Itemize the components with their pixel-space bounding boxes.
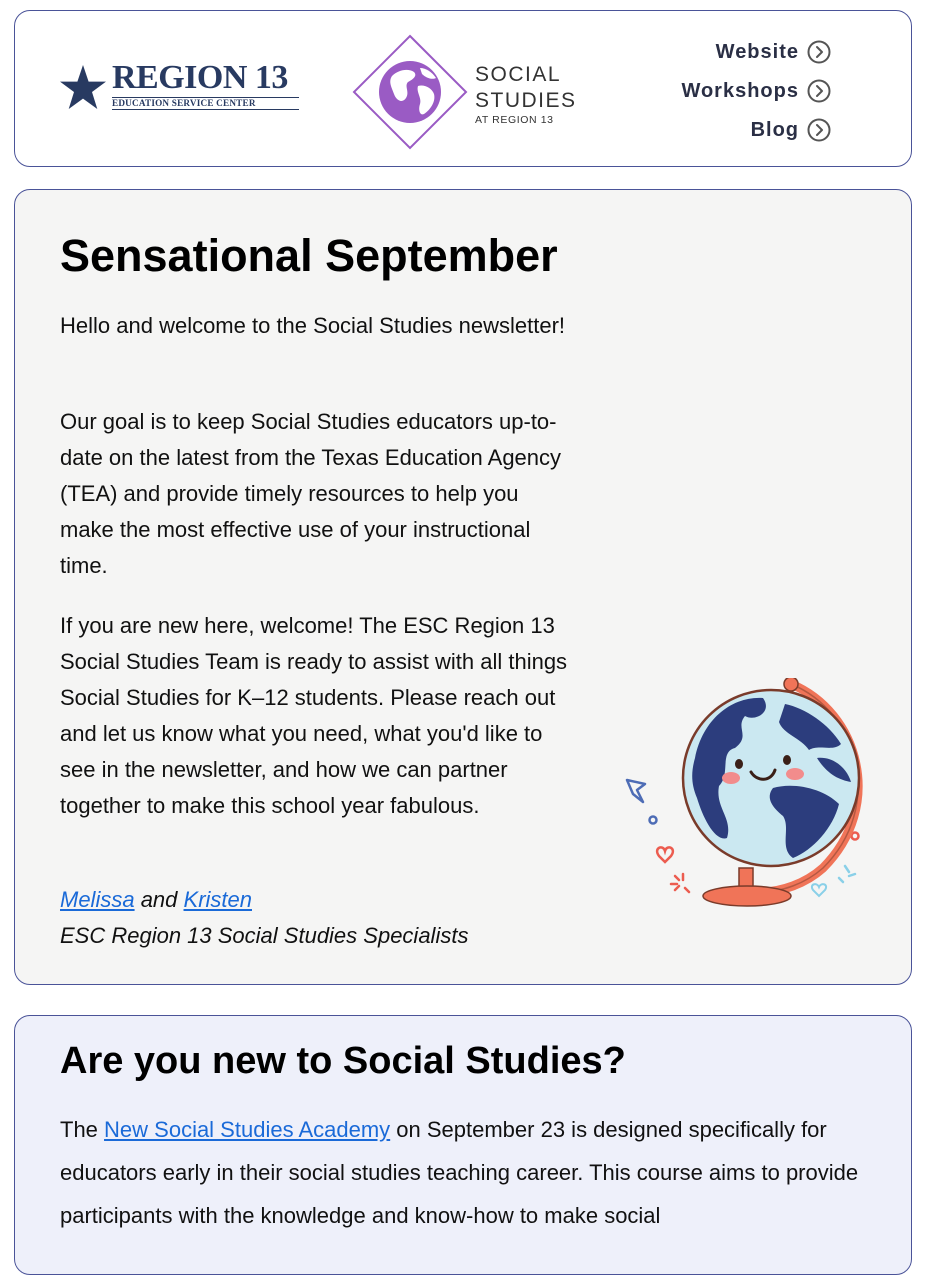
header-card <box>14 10 912 167</box>
star-icon <box>59 65 107 111</box>
intro-card <box>14 189 912 985</box>
chevron-right-circle-icon <box>807 40 831 64</box>
nav-workshops-link[interactable] <box>681 79 831 103</box>
chevron-right-circle-icon <box>807 118 831 142</box>
nav-blog-link[interactable] <box>751 118 831 142</box>
chevron-right-circle-icon <box>807 79 831 103</box>
new-section-text-after: on September 23 is designed specifically for educators early in their social studies teaching career. This course aims to provide participants with the knowledge and know-how to make social <box>60 1117 859 1228</box>
melissa-link[interactable]: Melissa <box>60 887 135 912</box>
new-social-studies-academy-link[interactable]: New Social Studies Academy <box>104 1117 391 1142</box>
kristen-link[interactable]: Kristen <box>183 887 252 912</box>
globe-logo-icon <box>352 34 472 150</box>
region13-logo[interactable] <box>59 59 304 113</box>
signature-and: and <box>134 887 184 912</box>
intro-paragraph-2: Our goal is to keep Social Studies educators up-to-date on the latest from the Texas Education Agency (TEA) and provide timely resources to help you make the most effective use of your instructional time. <box>60 409 562 578</box>
ss-logo-line2: STUDIES <box>475 89 577 112</box>
new-section-paragraph <box>60 1108 880 1237</box>
ss-logo-line3: AT REGION 13 <box>475 114 554 126</box>
new-section-title: Are you new to Social Studies? <box>60 1040 626 1082</box>
nav-website-link[interactable] <box>716 40 831 64</box>
intro-paragraph-1: Hello and welcome to the Social Studies newsletter! <box>60 313 566 338</box>
intro-title: Sensational September <box>60 230 558 281</box>
new-to-social-studies-card <box>14 1015 912 1275</box>
signature-role: ESC Region 13 Social Studies Specialists <box>60 923 469 948</box>
nav-blog-label: Blog <box>750 118 799 141</box>
intro-paragraph-3: If you are new here, welcome! The ESC Region 13 Social Studies Team is ready to assist with all things Social Studies for K–12 students. Please reach out and let us know what you need, what you'd like to see in the newsletter, and how we can partner together to make this school year fabulous. <box>60 613 568 818</box>
nav-website-label: Website <box>715 40 799 63</box>
new-section-text-before: The <box>60 1117 105 1142</box>
ss-logo-line1: SOCIAL <box>475 63 562 86</box>
nav-workshops-label: Workshops <box>681 79 799 102</box>
globe-illustration <box>623 678 873 918</box>
region13-title: REGION 13 <box>112 59 288 96</box>
region13-subtitle: EDUCATION SERVICE CENTER <box>112 97 299 110</box>
social-studies-logo[interactable] <box>352 34 592 150</box>
signature-names <box>60 882 570 918</box>
